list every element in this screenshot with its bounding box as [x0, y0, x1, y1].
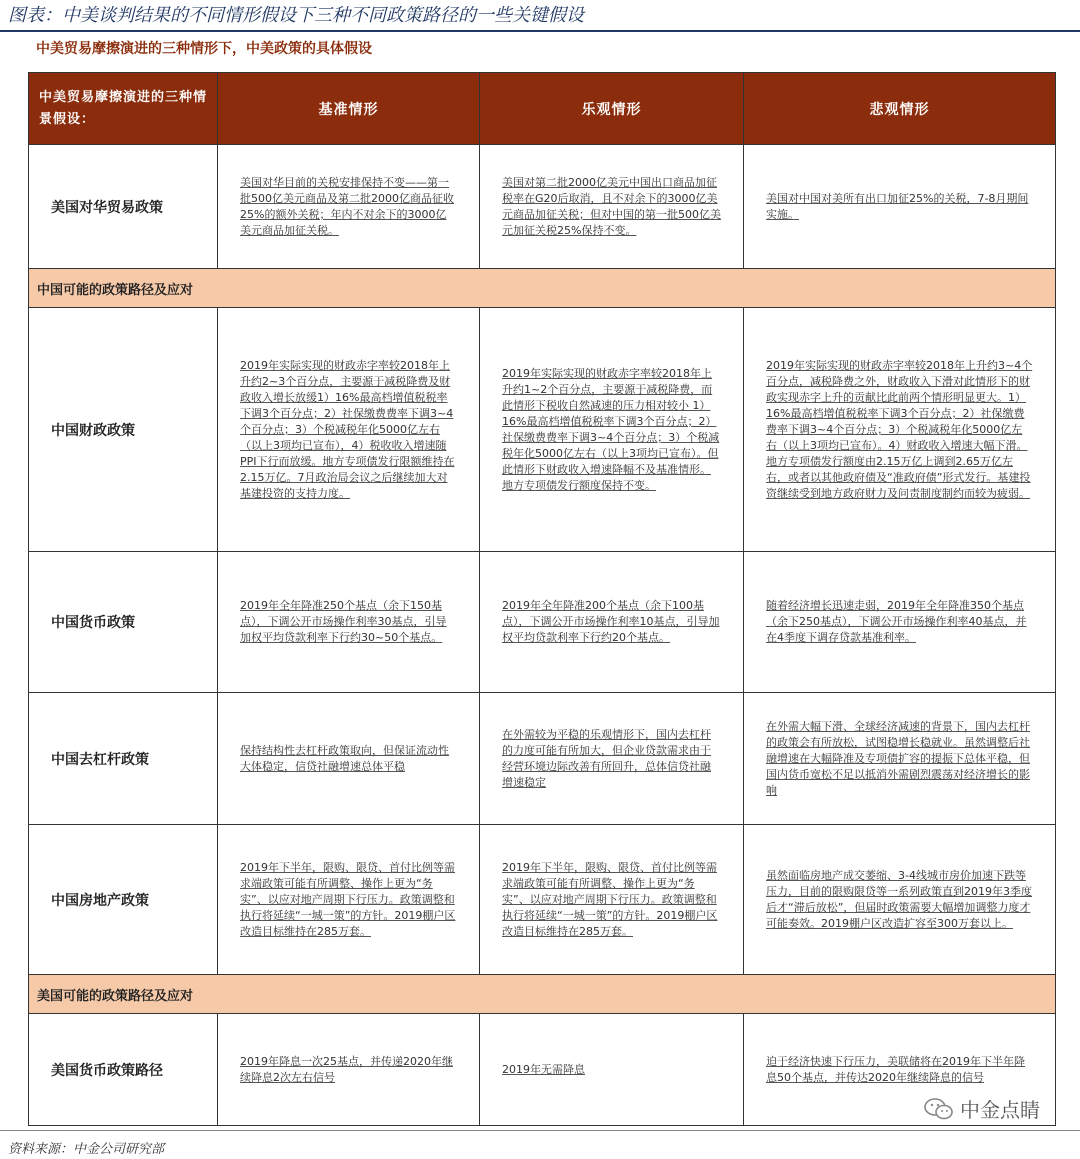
section-row: [29, 269, 1056, 308]
section-row: [29, 975, 1056, 1014]
row-label: 中国去杠杆政策: [29, 693, 218, 825]
figure-title: 图表：中美谈判结果的不同情形假设下三种不同政策路径的一些关键假设: [8, 5, 584, 26]
table-row: [29, 552, 1056, 693]
wechat-icon: [924, 1097, 954, 1121]
cell-optimistic: 2019年下半年，限购、限贷、首付比例等需求端政策可能有所调整、操作上更为“务实”、以应对地产周期下行压力。政策调整和执行将延续“一城一策”的方针。2019棚户区改造目标维持在285万套。: [480, 825, 744, 975]
row-label: 中国货币政策: [29, 552, 218, 693]
cell-baseline: 2019年全年降准250个基点（余下150基点），下调公开市场操作利率30基点，引导加权平均贷款利率下行约30~50个基点。: [218, 552, 480, 693]
table-row: [29, 693, 1056, 825]
header-pessimistic: 悲观情形: [744, 73, 1056, 145]
section-china-label: 中国可能的政策路径及应对: [29, 269, 1056, 308]
row-label: 美国货币政策路径: [29, 1014, 218, 1126]
title-divider: [0, 30, 1080, 32]
table-row: [29, 145, 1056, 269]
cell-baseline: 2019年降息一次25基点，并传递2020年继续降息2次左右信号: [218, 1014, 480, 1126]
row-label: 中国房地产政策: [29, 825, 218, 975]
cell-baseline: 2019年下半年，限购、限贷、首付比例等需求端政策可能有所调整、操作上更为“务实”、以应对地产周期下行压力。政策调整和执行将延续“一城一策”的方针。2019棚户区改造目标维持在285万套。: [218, 825, 480, 975]
section-us-label: 美国可能的政策路径及应对: [29, 975, 1056, 1014]
table-header-row: [29, 73, 1056, 145]
cell-baseline: 保持结构性去杠杆政策取向，但保证流动性大体稳定，信贷社融增速总体平稳: [218, 693, 480, 825]
row-label: 中国财政政策: [29, 308, 218, 552]
cell-baseline: 美国对华目前的关税安排保持不变——第一批500亿美元商品及第二批2000亿商品征收25%的额外关税；年内不对余下的3000亿美元商品加征关税。: [218, 145, 480, 269]
watermark-text: 中金点睛: [960, 1098, 1040, 1122]
source-note: 资料来源：中金公司研究部: [8, 1142, 165, 1157]
cell-pessimistic: 美国对中国对美所有出口加征25%的关税，7-8月期间实施。: [744, 145, 1056, 269]
cell-pessimistic: 虽然面临房地产成交萎缩、3-4线城市房价加速下跌等压力，目前的限购限贷等一系列政策直到2019年3季度后才“滞后放松”，但届时政策需要大幅增加调整力度才可能奏效。2019棚户区改造扩容至300万套以上。: [744, 825, 1056, 975]
cell-pessimistic: 随着经济增长迅速走弱，2019年全年降准350个基点（余下250基点），下调公开市场操作利率40基点，并在4季度下调存贷款基准利率。: [744, 552, 1056, 693]
header-assumption: 中美贸易摩擦演进的三种情景假设：: [29, 73, 218, 145]
table-subtitle: 中美贸易摩擦演进的三种情形下，中美政策的具体假设: [36, 41, 372, 57]
bottom-divider: [0, 1130, 1080, 1131]
cell-optimistic: 2019年无需降息: [480, 1014, 744, 1126]
cell-pessimistic: 迫于经济快速下行压力，美联储将在2019年下半年降息50个基点，并传达2020年继续降息的信号: [744, 1014, 1056, 1126]
policy-assumption-table: [28, 72, 1056, 1126]
cell-pessimistic: 在外需大幅下滑、全球经济减速的背景下，国内去杠杆的政策会有所放松，试图稳增长稳就业。虽然调整后社融增速在大幅降准及专项债扩容的提振下总体平稳，但国内货币宽松不足以抵消外需剧烈震荡对经济增长的影响: [744, 693, 1056, 825]
table-row: [29, 308, 1056, 552]
cell-optimistic: 美国对第二批2000亿美元中国出口商品加征税率在G20后取消，且不对余下的3000亿美元商品加征关税；但对中国的第一批500亿美元加征关税25%保持不变。: [480, 145, 744, 269]
table-row: [29, 825, 1056, 975]
cell-optimistic: 2019年全年降准200个基点（余下100基点），下调公开市场操作利率10基点，引导加权平均贷款利率下行约20个基点。: [480, 552, 744, 693]
header-baseline: 基准情形: [218, 73, 480, 145]
cell-optimistic: 2019年实际实现的财政赤字率较2018年上升约1~2个百分点，主要源于减税降费，而此情形下税收自然减速的压力相对较小 1）16%最高档增值税税率下调3个百分点；2）社保缴费费率下调3~4个百分点；3）个税减税年化5000亿左右（以上3项均已宣布）。但此情形下财政收入增速降幅不及基准情形。地方专项债发行额度保持不变。: [480, 308, 744, 552]
cell-optimistic: 在外需较为平稳的乐观情形下，国内去杠杆的力度可能有所加大，但企业贷款需求由于经营环境边际改善有所回升，总体信贷社融增速稳定: [480, 693, 744, 825]
cell-baseline: 2019年实际实现的财政赤字率较2018年上升约2~3个百分点，主要源于减税降费及财政收入增长放缓1）16%最高档增值税税率下调3个百分点；2）社保缴费费率下调3~4个百分点；3）个税减税年化5000亿左右（以上3项均已宣布），4）税收收入增速随PPI下行而放缓。地方专项债发行限额维持在2.15万亿。7月政治局会议之后继续加大对基建投资的支持力度。: [218, 308, 480, 552]
watermark: [924, 1094, 1040, 1123]
cell-pessimistic: 2019年实际实现的财政赤字率较2018年上升约3~4个百分点，减税降费之外，财政收入下滑对此情形下的财政实现赤字上升的贡献比此前两个情形明显更大。1）16%最高档增值税税率下调3个百分点；2）社保缴费费率下调3~4个百分点；3）个税减税年化5000亿左右（以上3项均已宣布）。4）财政收入增速大幅下滑。地方专项债发行额度由2.15万亿上调到2.65万亿左右，或者以其他政府债及“准政府债”形式发行。基建投资继续受到地方政府财力及问责制度制约而较为疲弱。: [744, 308, 1056, 552]
table-row: [29, 1014, 1056, 1126]
header-optimistic: 乐观情形: [480, 73, 744, 145]
row-label: 美国对华贸易政策: [29, 145, 218, 269]
